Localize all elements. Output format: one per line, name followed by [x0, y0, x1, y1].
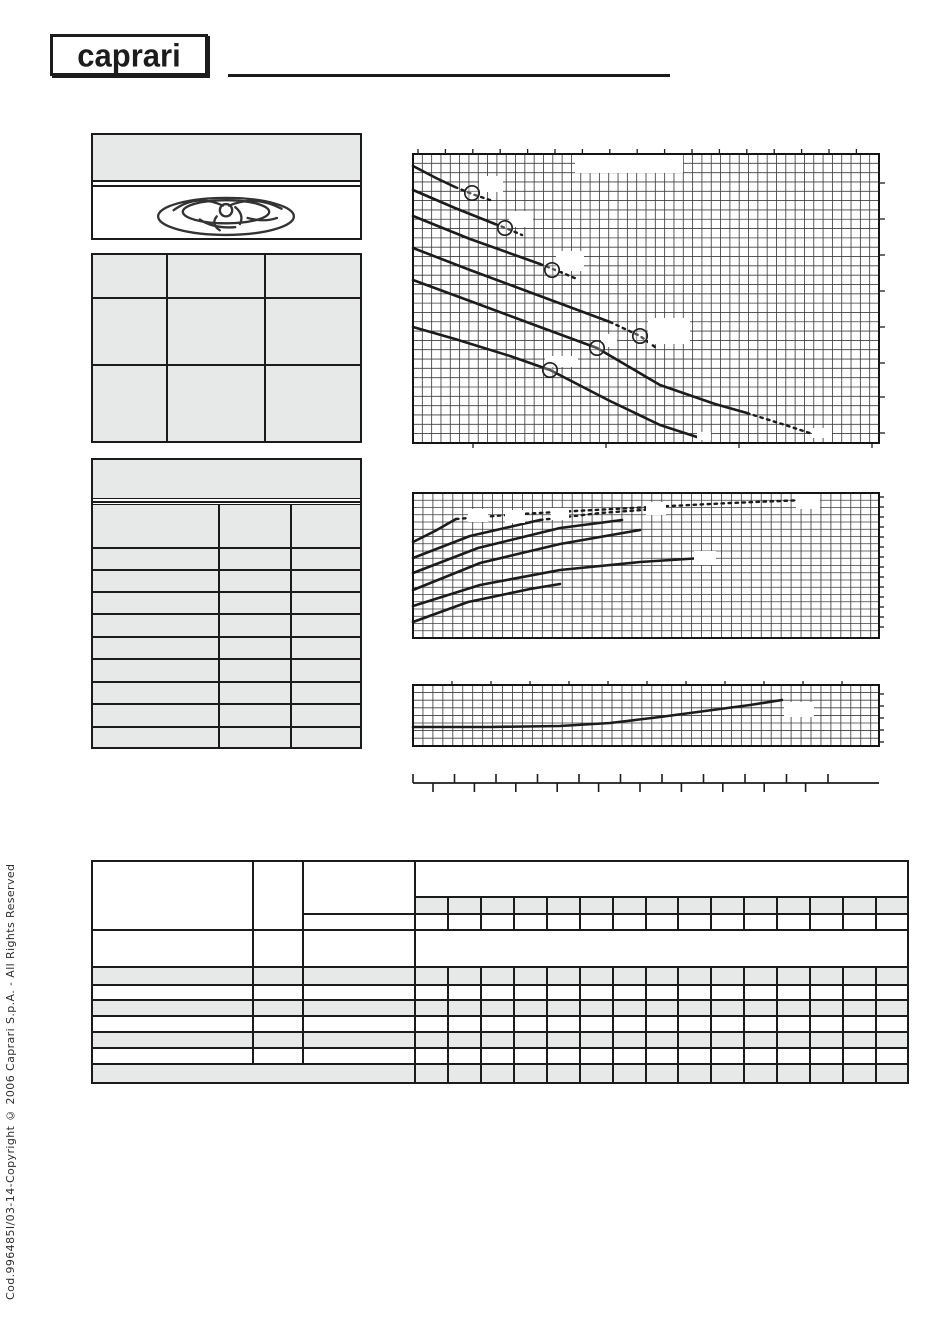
row-value-cell [843, 985, 876, 1000]
head-band2-cell [415, 914, 448, 930]
row-value-cell [514, 1000, 547, 1016]
row-value-cell [481, 1016, 514, 1032]
footer-value-cell [580, 1064, 613, 1084]
spec-cell [291, 637, 362, 659]
row-col2 [253, 967, 303, 985]
row-value-cell [613, 1000, 646, 1016]
info-cell [167, 365, 265, 443]
footer-value-cell [843, 1064, 876, 1084]
spec-cell [91, 659, 219, 682]
spec-cell [291, 504, 362, 548]
row-value-cell [415, 967, 448, 985]
head-band-cell [580, 897, 613, 914]
spec-cell [219, 592, 291, 614]
row-value-cell [514, 985, 547, 1000]
row-value-cell [646, 1048, 679, 1064]
row-value-cell [711, 967, 744, 985]
head-band2-cell [547, 914, 580, 930]
row-value-cell [448, 985, 481, 1000]
spec-table-header [91, 458, 362, 499]
row-value-cell [547, 1048, 580, 1064]
spec-cell [91, 614, 219, 637]
row-value-cell [580, 985, 613, 1000]
row-value-cell [810, 967, 843, 985]
footer-value-cell [448, 1064, 481, 1084]
footer-value-cell [415, 1064, 448, 1084]
row-value-cell [481, 1048, 514, 1064]
row-value-cell [843, 1000, 876, 1016]
row-col1 [91, 1016, 253, 1032]
section-col1 [91, 930, 253, 967]
row-value-cell [580, 1000, 613, 1016]
row-value-cell [876, 967, 909, 985]
head-band2-cell [580, 914, 613, 930]
footer-value-cell [678, 1064, 711, 1084]
row-col3 [303, 967, 415, 985]
row-value-cell [547, 1000, 580, 1016]
spec-cell [219, 570, 291, 592]
spec-cell [91, 592, 219, 614]
row-value-cell [810, 1048, 843, 1064]
row-col3 [303, 1000, 415, 1016]
row-value-cell [777, 1000, 810, 1016]
row-value-cell [678, 967, 711, 985]
head-band2-cell [613, 914, 646, 930]
row-value-cell [810, 1032, 843, 1048]
head-band-cell [448, 897, 481, 914]
footer-value-cell [613, 1064, 646, 1084]
row-value-cell [711, 985, 744, 1000]
row-value-cell [843, 967, 876, 985]
info-cell [167, 253, 265, 298]
row-value-cell [514, 1032, 547, 1048]
head-band-cell [810, 897, 843, 914]
power-flow-curves [413, 493, 884, 638]
row-value-cell [876, 1032, 909, 1048]
row-value-cell [711, 1000, 744, 1016]
row-value-cell [547, 985, 580, 1000]
row-value-cell [843, 1032, 876, 1048]
head-band2-cell [876, 914, 909, 930]
row-col2 [253, 1048, 303, 1064]
row-value-cell [744, 1032, 777, 1048]
head-band-cell [613, 897, 646, 914]
row-value-cell [711, 1016, 744, 1032]
footer-value-cell [777, 1064, 810, 1084]
row-value-cell [415, 1016, 448, 1032]
footer-value-cell [646, 1064, 679, 1084]
info-cell [265, 253, 362, 298]
footer-value-cell [876, 1064, 909, 1084]
head-band2-cell [777, 914, 810, 930]
row-value-cell [711, 1048, 744, 1064]
section-col2 [253, 930, 303, 967]
section-col3 [303, 930, 415, 967]
logo-text: caprari [77, 36, 181, 74]
row-value-cell [448, 1000, 481, 1016]
head-band-cell [777, 897, 810, 914]
head-span [415, 860, 909, 897]
row-value-cell [646, 1016, 679, 1032]
info-cell [91, 253, 167, 298]
row-value-cell [580, 967, 613, 985]
info-cell [265, 298, 362, 365]
npsh-curve [413, 681, 884, 746]
row-value-cell [646, 967, 679, 985]
row-value-cell [613, 1048, 646, 1064]
head-band-cell [547, 897, 580, 914]
row-col1 [91, 1000, 253, 1016]
divider-line [93, 501, 360, 503]
info-cell [91, 365, 167, 443]
spec-cell [291, 592, 362, 614]
row-value-cell [415, 985, 448, 1000]
row-value-cell [481, 1000, 514, 1016]
head-flow-curves [413, 149, 885, 448]
spec-cell [91, 548, 219, 570]
row-col1 [91, 1048, 253, 1064]
footer-value-cell [711, 1064, 744, 1084]
footer-label [91, 1064, 415, 1084]
row-value-cell [448, 1048, 481, 1064]
row-value-cell [514, 967, 547, 985]
spec-cell [91, 504, 219, 548]
row-value-cell [810, 985, 843, 1000]
head-band-cell [711, 897, 744, 914]
row-value-cell [580, 1016, 613, 1032]
row-value-cell [514, 1016, 547, 1032]
row-value-cell [415, 1032, 448, 1048]
row-value-cell [547, 1032, 580, 1048]
row-value-cell [876, 1016, 909, 1032]
row-value-cell [876, 1048, 909, 1064]
footer-value-cell [547, 1064, 580, 1084]
footer-value-cell [744, 1064, 777, 1084]
spec-cell [219, 548, 291, 570]
row-value-cell [448, 967, 481, 985]
row-value-cell [678, 1048, 711, 1064]
spec-cell [291, 704, 362, 727]
head-band2-cell [711, 914, 744, 930]
row-value-cell [744, 1016, 777, 1032]
row-value-cell [678, 985, 711, 1000]
head-col3 [303, 860, 415, 914]
spec-cell [91, 704, 219, 727]
row-value-cell [876, 1000, 909, 1016]
spec-cell [291, 682, 362, 704]
row-value-cell [810, 1000, 843, 1016]
row-col2 [253, 1016, 303, 1032]
row-value-cell [481, 967, 514, 985]
row-col1 [91, 967, 253, 985]
duty-point-circle [543, 363, 557, 377]
spec-cell [219, 504, 291, 548]
footer-value-cell [810, 1064, 843, 1084]
row-value-cell [744, 967, 777, 985]
spec-cell [291, 614, 362, 637]
spec-cell [219, 659, 291, 682]
spec-cell [91, 570, 219, 592]
row-col3 [303, 1016, 415, 1032]
spec-cell [219, 727, 291, 749]
head-col2 [253, 860, 303, 930]
head-col3-sub [303, 914, 415, 930]
spec-cell [91, 637, 219, 659]
footer-value-cell [514, 1064, 547, 1084]
row-value-cell [777, 985, 810, 1000]
head-band2-cell [448, 914, 481, 930]
head-band-cell [514, 897, 547, 914]
info-cell [91, 298, 167, 365]
head-band2-cell [843, 914, 876, 930]
row-value-cell [678, 1000, 711, 1016]
row-value-cell [514, 1048, 547, 1064]
copyright-vertical-text: Cod.996485I/03-14-Copyright © 2006 Caprari S.p.A. - All Rights Reserved [4, 863, 17, 1300]
duty-point-circle [590, 341, 604, 355]
head-band-cell [646, 897, 679, 914]
head-band-cell [415, 897, 448, 914]
row-value-cell [613, 967, 646, 985]
spec-cell [219, 637, 291, 659]
row-value-cell [678, 1016, 711, 1032]
duty-point-circle [465, 186, 479, 200]
row-value-cell [415, 1000, 448, 1016]
row-value-cell [744, 1048, 777, 1064]
head-band-cell [481, 897, 514, 914]
row-col2 [253, 1000, 303, 1016]
spec-cell [291, 659, 362, 682]
row-col3 [303, 1048, 415, 1064]
row-value-cell [580, 1032, 613, 1048]
row-value-cell [415, 1048, 448, 1064]
row-value-cell [613, 985, 646, 1000]
row-value-cell [580, 1048, 613, 1064]
duty-point-circle [545, 263, 559, 277]
row-value-cell [448, 1016, 481, 1032]
head-band2-cell [744, 914, 777, 930]
spec-cell [219, 704, 291, 727]
head-band-cell [876, 897, 909, 914]
row-value-cell [810, 1016, 843, 1032]
head-band2-cell [646, 914, 679, 930]
row-value-cell [646, 1032, 679, 1048]
row-value-cell [777, 1048, 810, 1064]
row-value-cell [711, 1032, 744, 1048]
head-band2-cell [481, 914, 514, 930]
spec-cell [219, 614, 291, 637]
head-band-cell [678, 897, 711, 914]
row-value-cell [678, 1032, 711, 1048]
row-value-cell [843, 1048, 876, 1064]
row-col2 [253, 985, 303, 1000]
row-value-cell [547, 967, 580, 985]
row-value-cell [547, 1016, 580, 1032]
duty-point-circle [498, 221, 512, 235]
row-col1 [91, 985, 253, 1000]
row-value-cell [777, 1016, 810, 1032]
row-value-cell [448, 1032, 481, 1048]
head-band2-cell [810, 914, 843, 930]
row-value-cell [843, 1016, 876, 1032]
row-value-cell [876, 985, 909, 1000]
row-value-cell [744, 1000, 777, 1016]
spec-cell [291, 570, 362, 592]
row-col1 [91, 1032, 253, 1048]
row-value-cell [481, 1032, 514, 1048]
row-col2 [253, 1032, 303, 1048]
footer-value-cell [481, 1064, 514, 1084]
head-band-cell [744, 897, 777, 914]
duty-point-circle [633, 329, 647, 343]
row-value-cell [777, 1032, 810, 1048]
spec-cell [91, 727, 219, 749]
row-value-cell [744, 985, 777, 1000]
spec-cell [219, 682, 291, 704]
spec-cell [291, 548, 362, 570]
row-value-cell [613, 1032, 646, 1048]
row-value-cell [646, 1000, 679, 1016]
spec-cell [291, 727, 362, 749]
row-value-cell [481, 985, 514, 1000]
row-value-cell [613, 1016, 646, 1032]
section-span [415, 930, 909, 967]
row-value-cell [777, 967, 810, 985]
head-band2-cell [514, 914, 547, 930]
head-band-cell [843, 897, 876, 914]
spec-cell [91, 682, 219, 704]
row-col3 [303, 985, 415, 1000]
head-band2-cell [678, 914, 711, 930]
info-cell [265, 365, 362, 443]
head-col1 [91, 860, 253, 930]
row-value-cell [646, 985, 679, 1000]
info-cell [167, 298, 265, 365]
row-col3 [303, 1032, 415, 1048]
flow-scale-axis [413, 774, 879, 792]
